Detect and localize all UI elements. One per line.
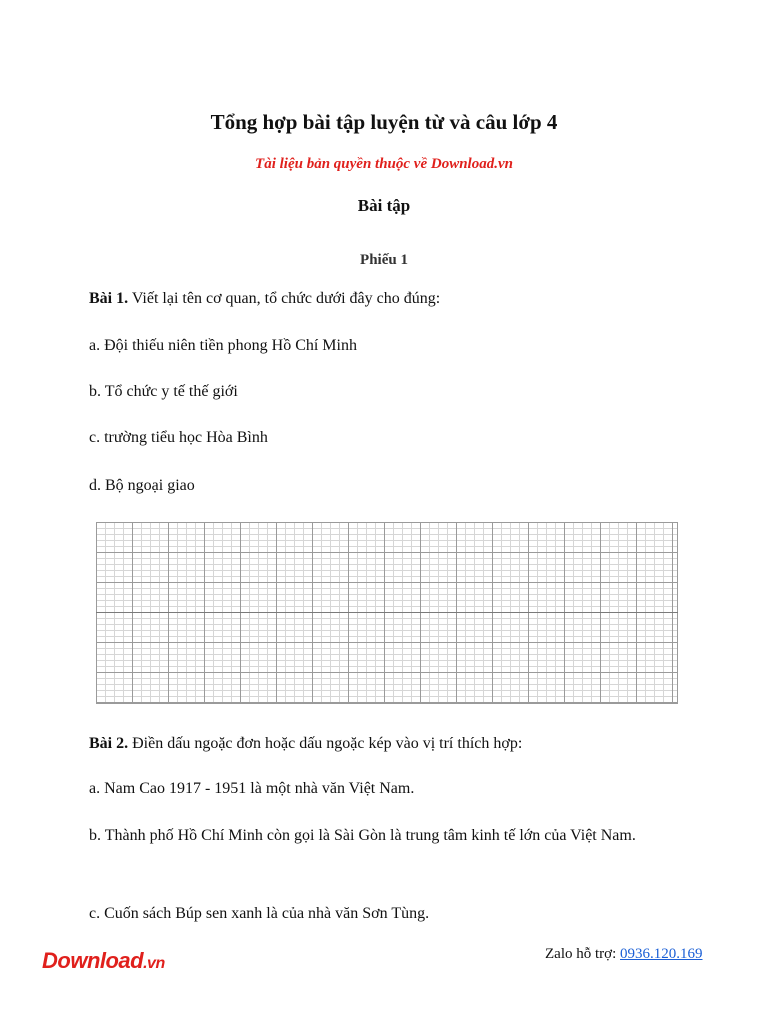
writing-grid — [96, 522, 678, 704]
exercise-2-prompt — [89, 735, 522, 753]
logo-suffix-text: .vn — [143, 955, 165, 972]
exercise-1-item-b: b. Tổ chức y tế thế giới — [89, 383, 238, 400]
exercise-1-item-a: a. Đội thiếu niên tiền phong Hồ Chí Minh — [89, 337, 357, 354]
zalo-phone-link[interactable]: 0936.120.169 — [620, 946, 703, 962]
writing-grid-midline — [96, 612, 678, 613]
download-logo[interactable] — [42, 948, 165, 974]
copyright-notice: Tài liệu bản quyền thuộc về Download.vn — [255, 156, 513, 172]
logo-main-text: Download — [42, 948, 144, 973]
exercise-2-item-b: b. Thành phố Hồ Chí Minh còn gọi là Sài Gòn là trung tâm kinh tế lớn của Việt Nam. — [89, 827, 636, 844]
exercise-2-item-a: a. Nam Cao 1917 - 1951 là một nhà văn Việt Nam. — [89, 780, 415, 797]
zalo-label: Zalo hỗ trợ: — [545, 946, 620, 962]
exercise-2-label: Bài 2. — [89, 735, 129, 752]
sheet-heading: Phiếu 1 — [360, 252, 408, 268]
exercise-1-item-d: d. Bộ ngoại giao — [89, 477, 195, 494]
exercise-1-text: Viết lại tên cơ quan, tổ chức dưới đây cho đúng: — [128, 290, 441, 307]
zalo-support — [545, 946, 703, 963]
exercise-2-item-c: c. Cuốn sách Búp sen xanh là của nhà văn Sơn Tùng. — [89, 905, 430, 922]
section-heading: Bài tập — [357, 196, 411, 215]
exercise-2-text: Điền dấu ngoặc đơn hoặc dấu ngoặc kép vào vị trí thích hợp: — [128, 735, 523, 752]
exercise-1-label: Bài 1. — [89, 290, 129, 307]
exercise-1-prompt — [89, 290, 440, 308]
exercise-1-item-c: c. trường tiểu học Hòa Bình — [89, 429, 268, 446]
document-title: Tổng hợp bài tập luyện từ và câu lớp 4 — [210, 110, 558, 134]
